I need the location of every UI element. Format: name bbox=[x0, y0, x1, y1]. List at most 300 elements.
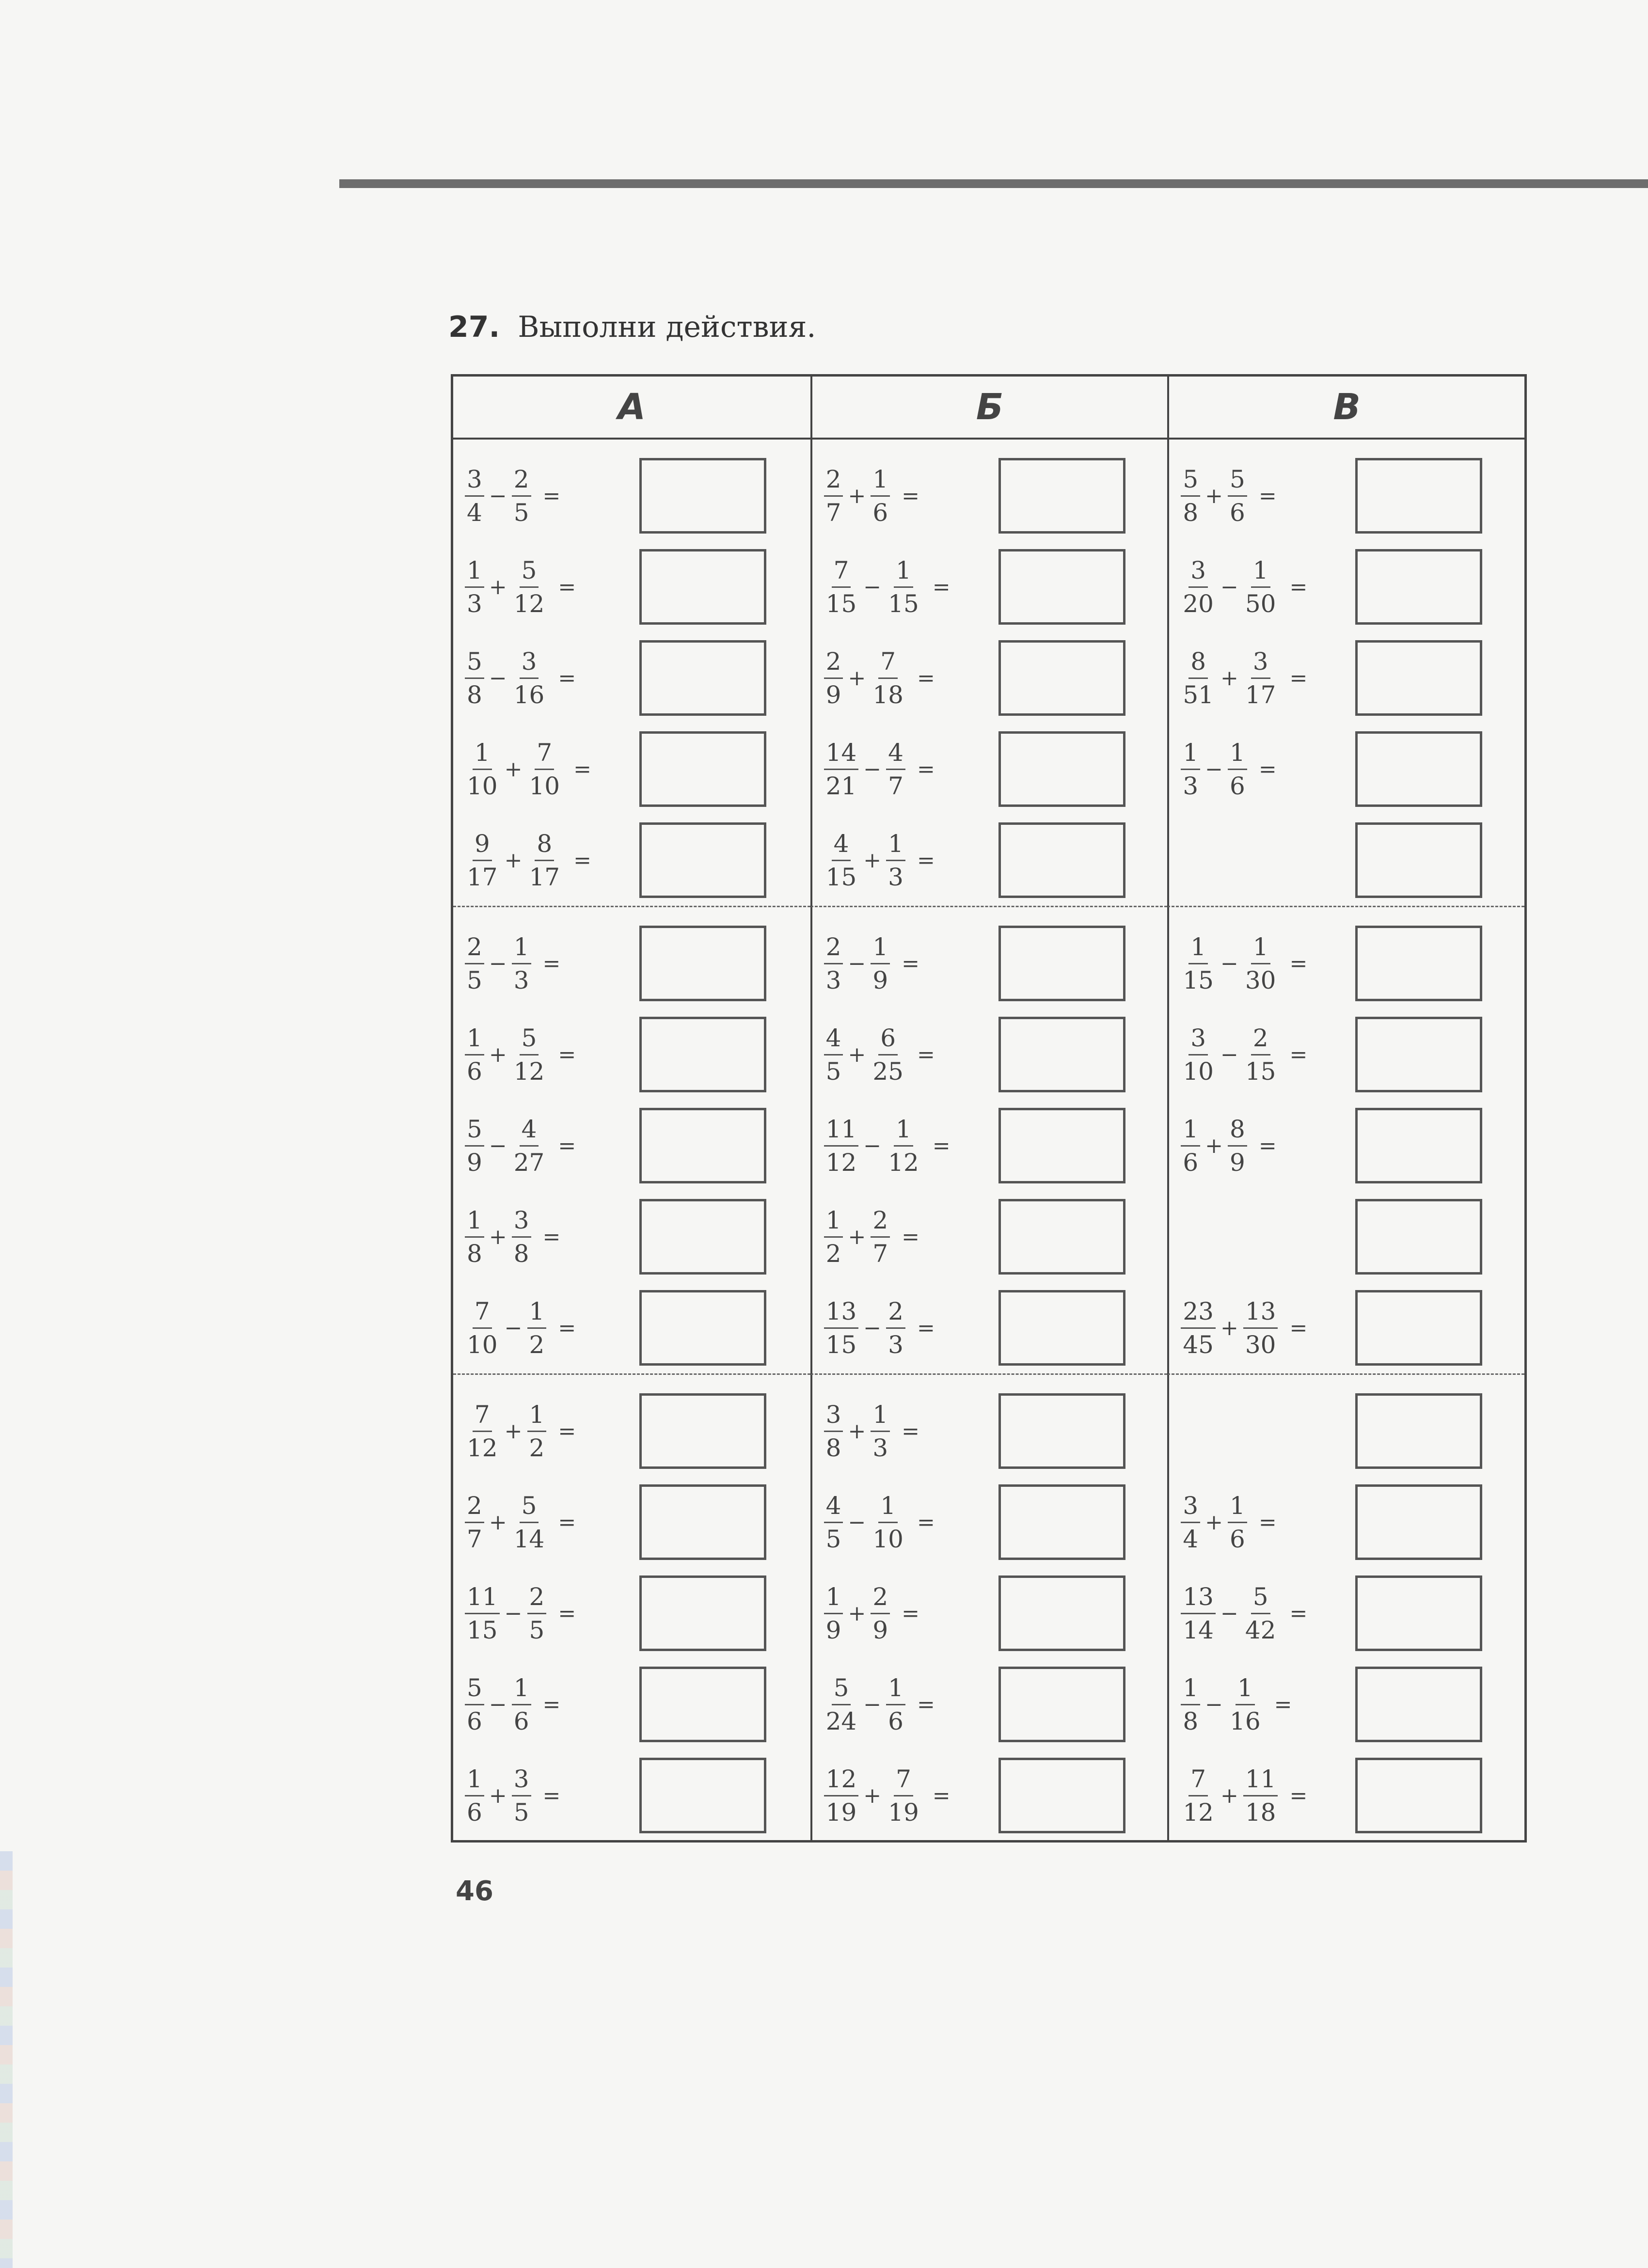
fraction bbox=[886, 558, 921, 616]
numerator: 1 bbox=[1181, 740, 1200, 770]
denominator: 3 bbox=[513, 966, 529, 994]
fraction bbox=[1243, 1582, 1278, 1644]
answer-box[interactable] bbox=[639, 1017, 766, 1092]
exercise-row bbox=[465, 1191, 799, 1282]
fraction bbox=[871, 649, 905, 707]
numerator: 5 bbox=[465, 649, 484, 679]
denominator: 6 bbox=[467, 1798, 482, 1827]
numerator: 1 bbox=[473, 740, 492, 770]
equals-sign: = bbox=[1289, 665, 1308, 691]
fraction bbox=[1181, 467, 1200, 525]
answer-box[interactable] bbox=[1355, 1199, 1482, 1275]
fraction bbox=[1243, 1026, 1278, 1084]
answer-box[interactable] bbox=[1355, 1393, 1482, 1469]
answer-box[interactable] bbox=[639, 640, 766, 716]
equals-sign: = bbox=[1258, 1510, 1277, 1535]
denominator: 8 bbox=[825, 1433, 841, 1462]
equals-sign: = bbox=[1274, 1692, 1292, 1717]
answer-box[interactable] bbox=[639, 1108, 766, 1183]
fraction bbox=[824, 1402, 843, 1460]
numerator: 8 bbox=[1188, 649, 1208, 679]
denominator: 3 bbox=[467, 589, 482, 618]
equals-sign: = bbox=[917, 1692, 935, 1717]
answer-box[interactable] bbox=[1355, 1667, 1482, 1742]
numerator: 13 bbox=[1243, 1299, 1278, 1329]
numerator: 7 bbox=[473, 1402, 492, 1432]
exercise-row bbox=[465, 1009, 799, 1100]
answer-box[interactable] bbox=[1355, 1017, 1482, 1092]
answer-box[interactable] bbox=[639, 549, 766, 625]
denominator: 51 bbox=[1183, 680, 1214, 709]
equals-sign: = bbox=[558, 1042, 576, 1067]
denominator: 10 bbox=[467, 1330, 498, 1359]
numerator: 7 bbox=[878, 649, 898, 679]
answer-box[interactable] bbox=[998, 640, 1125, 716]
equals-sign: = bbox=[1289, 574, 1308, 599]
denominator: 30 bbox=[1245, 1330, 1276, 1359]
page-number: 46 bbox=[456, 1875, 493, 1907]
denominator: 2 bbox=[529, 1433, 545, 1462]
exercise-row bbox=[465, 1386, 799, 1477]
exercise-row bbox=[1181, 1191, 1513, 1282]
fraction bbox=[1228, 740, 1247, 798]
fraction bbox=[1181, 1117, 1200, 1175]
answer-box[interactable] bbox=[639, 731, 766, 807]
operator: − bbox=[1220, 1601, 1238, 1626]
denominator: 3 bbox=[872, 1433, 888, 1462]
fraction bbox=[465, 932, 484, 994]
column-header-a: А bbox=[453, 377, 810, 440]
numerator: 9 bbox=[473, 832, 492, 861]
fraction-expression bbox=[1181, 558, 1341, 616]
fraction bbox=[512, 1673, 531, 1735]
denominator: 18 bbox=[872, 680, 903, 709]
denominator: 15 bbox=[888, 589, 919, 618]
numerator: 5 bbox=[520, 558, 539, 588]
numerator: 14 bbox=[824, 740, 859, 770]
equals-sign: = bbox=[902, 1224, 920, 1249]
fraction bbox=[465, 740, 500, 798]
fraction bbox=[1243, 649, 1278, 707]
fraction bbox=[1228, 467, 1247, 525]
fraction bbox=[512, 1491, 547, 1553]
exercise-row bbox=[824, 450, 1156, 541]
equals-sign: = bbox=[917, 1510, 935, 1535]
answer-box[interactable] bbox=[998, 1575, 1125, 1651]
answer-box[interactable] bbox=[639, 1667, 766, 1742]
fraction-expression bbox=[824, 740, 984, 798]
fraction bbox=[465, 1673, 484, 1735]
answer-box[interactable] bbox=[639, 458, 766, 534]
numerator: 1 bbox=[894, 558, 913, 588]
fraction bbox=[465, 1299, 500, 1357]
numerator: 1 bbox=[878, 1494, 898, 1523]
denominator: 17 bbox=[529, 863, 560, 891]
answer-box[interactable] bbox=[1355, 926, 1482, 1001]
exercise-row bbox=[1181, 1282, 1513, 1373]
fraction bbox=[824, 932, 843, 994]
denominator: 16 bbox=[513, 680, 545, 709]
denominator: 19 bbox=[888, 1798, 919, 1827]
denominator: 12 bbox=[888, 1148, 919, 1177]
denominator: 9 bbox=[872, 1616, 888, 1644]
equals-sign: = bbox=[1289, 1601, 1308, 1626]
answer-box[interactable] bbox=[1355, 458, 1482, 534]
fraction-expression bbox=[465, 649, 625, 707]
answer-box[interactable] bbox=[1355, 549, 1482, 625]
exercise-row bbox=[1181, 918, 1513, 1009]
exercise-row bbox=[824, 724, 1156, 815]
fraction-expression bbox=[1181, 1764, 1341, 1827]
numerator: 4 bbox=[824, 1026, 843, 1055]
numerator: 7 bbox=[1188, 1767, 1208, 1796]
exercise-row bbox=[824, 1386, 1156, 1477]
answer-box[interactable] bbox=[998, 1667, 1125, 1742]
denominator: 9 bbox=[825, 1616, 841, 1644]
fraction-expression bbox=[824, 829, 984, 891]
numerator: 1 bbox=[465, 1026, 484, 1055]
answer-box[interactable] bbox=[998, 1290, 1125, 1366]
answer-box[interactable] bbox=[639, 1484, 766, 1560]
numerator: 5 bbox=[1228, 467, 1247, 497]
fraction-expression bbox=[1181, 1299, 1341, 1357]
fraction bbox=[527, 1582, 547, 1644]
numerator: 1 bbox=[871, 467, 890, 497]
operator: − bbox=[489, 1692, 507, 1717]
equals-sign: = bbox=[542, 1692, 561, 1717]
answer-box[interactable] bbox=[639, 926, 766, 1001]
fraction bbox=[1181, 649, 1216, 707]
denominator: 3 bbox=[1183, 772, 1199, 800]
fraction bbox=[512, 1208, 531, 1266]
numerator: 3 bbox=[512, 1767, 531, 1796]
denominator: 4 bbox=[467, 498, 482, 527]
exercise-block bbox=[1167, 440, 1524, 907]
fraction-expression bbox=[824, 1491, 984, 1553]
denominator: 14 bbox=[513, 1525, 545, 1553]
denominator: 9 bbox=[1230, 1148, 1245, 1177]
fraction bbox=[465, 467, 484, 525]
fraction bbox=[512, 1764, 531, 1827]
exercise-row bbox=[1181, 1100, 1513, 1191]
numerator: 1 bbox=[1228, 1494, 1247, 1523]
denominator: 10 bbox=[467, 772, 498, 800]
equals-sign: = bbox=[542, 951, 561, 976]
exercise-row bbox=[1181, 1750, 1513, 1841]
denominator: 14 bbox=[1183, 1616, 1214, 1644]
operator: + bbox=[489, 1783, 507, 1808]
fraction-expression bbox=[824, 1673, 984, 1735]
denominator: 19 bbox=[825, 1798, 857, 1827]
numerator: 5 bbox=[465, 1676, 484, 1705]
answer-box[interactable] bbox=[998, 1108, 1125, 1183]
answer-box[interactable] bbox=[639, 1393, 766, 1469]
operator: + bbox=[1220, 665, 1238, 691]
operator: − bbox=[863, 1133, 882, 1158]
numerator: 2 bbox=[1251, 1026, 1270, 1055]
answer-box[interactable] bbox=[1355, 1290, 1482, 1366]
answer-box[interactable] bbox=[1355, 1484, 1482, 1560]
answer-box[interactable] bbox=[639, 1758, 766, 1833]
answer-box[interactable] bbox=[639, 1575, 766, 1651]
operator: + bbox=[848, 1601, 866, 1626]
fraction bbox=[1243, 932, 1278, 994]
operator: + bbox=[863, 1783, 882, 1808]
denominator: 10 bbox=[1183, 1057, 1214, 1086]
fraction bbox=[512, 649, 547, 707]
scan-artifact-strip bbox=[0, 1851, 13, 2268]
fraction bbox=[1181, 740, 1200, 798]
operator: + bbox=[1220, 1783, 1238, 1808]
equals-sign: = bbox=[558, 665, 576, 691]
operator: + bbox=[504, 756, 523, 782]
denominator: 15 bbox=[1245, 1057, 1276, 1086]
answer-box[interactable] bbox=[998, 1393, 1125, 1469]
numerator: 1 bbox=[1236, 1676, 1255, 1705]
exercise-row bbox=[824, 1568, 1156, 1659]
numerator: 2 bbox=[824, 467, 843, 497]
exercise-row bbox=[465, 541, 799, 632]
equals-sign: = bbox=[917, 1042, 935, 1067]
numerator: 1 bbox=[871, 1402, 890, 1432]
fraction bbox=[1181, 1673, 1200, 1735]
fraction bbox=[824, 740, 859, 798]
exercise-block bbox=[453, 440, 810, 907]
exercise-row bbox=[465, 1100, 799, 1191]
operator: − bbox=[1205, 756, 1223, 782]
fraction-expression bbox=[824, 1764, 984, 1827]
operator: + bbox=[489, 574, 507, 599]
operator: − bbox=[863, 756, 882, 782]
operator: + bbox=[489, 1042, 507, 1067]
operator: − bbox=[1220, 951, 1238, 976]
denominator: 12 bbox=[513, 589, 545, 618]
equals-sign: = bbox=[558, 1315, 576, 1340]
answer-box[interactable] bbox=[998, 549, 1125, 625]
answer-box[interactable] bbox=[1355, 640, 1482, 716]
denominator: 6 bbox=[467, 1707, 482, 1735]
numerator: 1 bbox=[1251, 935, 1270, 964]
exercise-row bbox=[1181, 724, 1513, 815]
fraction-expression bbox=[465, 1026, 625, 1084]
denominator: 8 bbox=[513, 1239, 529, 1268]
numerator: 11 bbox=[824, 1117, 859, 1147]
operator: + bbox=[848, 1042, 866, 1067]
denominator: 5 bbox=[529, 1616, 545, 1644]
equals-sign: = bbox=[1258, 1133, 1277, 1158]
denominator: 12 bbox=[513, 1057, 545, 1086]
numerator: 8 bbox=[535, 832, 554, 861]
numerator: 1 bbox=[1228, 740, 1247, 770]
fraction-expression bbox=[824, 558, 984, 616]
operator: − bbox=[504, 1315, 523, 1340]
answer-box[interactable] bbox=[1355, 1575, 1482, 1651]
exercise-row bbox=[465, 1568, 799, 1659]
exercise-row bbox=[465, 632, 799, 724]
fraction bbox=[1181, 932, 1216, 994]
numerator: 2 bbox=[465, 1494, 484, 1523]
numerator: 12 bbox=[824, 1767, 859, 1796]
answer-box[interactable] bbox=[998, 926, 1125, 1001]
fraction-expression bbox=[824, 1208, 984, 1266]
answer-box[interactable] bbox=[1355, 1108, 1482, 1183]
numerator: 2 bbox=[512, 467, 531, 497]
denominator: 20 bbox=[1183, 589, 1214, 618]
fraction bbox=[465, 1208, 484, 1266]
denominator: 9 bbox=[825, 680, 841, 709]
exercise-row bbox=[1181, 1477, 1513, 1568]
answer-box[interactable] bbox=[639, 1199, 766, 1275]
fraction bbox=[886, 829, 905, 891]
numerator: 1 bbox=[512, 935, 531, 964]
fraction bbox=[512, 467, 531, 525]
exercise-row bbox=[1181, 450, 1513, 541]
exercise-row bbox=[1181, 1659, 1513, 1750]
fraction bbox=[886, 1299, 905, 1357]
fraction-expression bbox=[824, 1299, 984, 1357]
denominator: 5 bbox=[467, 966, 482, 994]
denominator: 7 bbox=[872, 1239, 888, 1268]
equals-sign: = bbox=[1258, 483, 1277, 508]
task-number: 27. bbox=[448, 310, 500, 344]
equals-sign: = bbox=[542, 483, 561, 508]
fraction bbox=[465, 1582, 500, 1644]
equals-sign: = bbox=[902, 483, 920, 508]
denominator: 6 bbox=[888, 1707, 903, 1735]
numerator: 3 bbox=[465, 467, 484, 497]
fraction-expression bbox=[1181, 1026, 1341, 1084]
fraction bbox=[465, 649, 484, 707]
numerator: 3 bbox=[824, 1402, 843, 1432]
denominator: 3 bbox=[888, 863, 903, 891]
numerator: 3 bbox=[1188, 1026, 1208, 1055]
denominator: 5 bbox=[513, 498, 529, 527]
answer-box[interactable] bbox=[1355, 731, 1482, 807]
answer-box[interactable] bbox=[639, 822, 766, 898]
numerator: 4 bbox=[832, 832, 851, 861]
answer-box[interactable] bbox=[639, 1290, 766, 1366]
equals-sign: = bbox=[1289, 1042, 1308, 1067]
fraction-expression bbox=[465, 467, 625, 525]
fraction-expression bbox=[465, 1402, 625, 1460]
top-rule bbox=[339, 179, 1648, 188]
fraction bbox=[1181, 1299, 1216, 1357]
operator: − bbox=[863, 1315, 882, 1340]
fraction bbox=[1228, 1117, 1247, 1175]
task-heading bbox=[448, 310, 816, 344]
equals-sign: = bbox=[1289, 951, 1308, 976]
fraction bbox=[465, 1764, 484, 1827]
denominator: 4 bbox=[1183, 1525, 1199, 1553]
fraction bbox=[1243, 1764, 1278, 1827]
numerator: 2 bbox=[871, 1208, 890, 1238]
numerator: 1 bbox=[886, 832, 905, 861]
exercise-row bbox=[824, 1009, 1156, 1100]
fraction-expression bbox=[1181, 467, 1341, 525]
exercise-row bbox=[465, 1282, 799, 1373]
exercise-row bbox=[1181, 815, 1513, 906]
answer-box[interactable] bbox=[998, 822, 1125, 898]
operator: − bbox=[489, 665, 507, 691]
fraction bbox=[824, 467, 843, 525]
exercise-row bbox=[465, 1750, 799, 1841]
exercise-row bbox=[1181, 632, 1513, 724]
exercise-block bbox=[453, 1375, 810, 1841]
equals-sign: = bbox=[558, 574, 576, 599]
fraction bbox=[465, 829, 500, 891]
exercise-block bbox=[810, 1375, 1168, 1841]
numerator: 1 bbox=[824, 1208, 843, 1238]
fraction-expression bbox=[1181, 740, 1341, 798]
denominator: 6 bbox=[467, 1057, 482, 1086]
numerator: 2 bbox=[871, 1585, 890, 1614]
exercise-row bbox=[1181, 1386, 1513, 1477]
denominator: 2 bbox=[529, 1330, 545, 1359]
operator: − bbox=[1220, 1042, 1238, 1067]
numerator: 1 bbox=[1251, 558, 1270, 588]
numerator: 5 bbox=[832, 1676, 851, 1705]
fraction bbox=[1181, 1491, 1200, 1553]
equals-sign: = bbox=[573, 848, 591, 873]
equals-sign: = bbox=[902, 1601, 920, 1626]
fraction-expression bbox=[1181, 1582, 1341, 1644]
answer-box[interactable] bbox=[998, 1199, 1125, 1275]
answer-box[interactable] bbox=[1355, 822, 1482, 898]
numerator: 3 bbox=[1251, 649, 1270, 679]
exercise-row bbox=[465, 815, 799, 906]
numerator: 5 bbox=[1251, 1585, 1270, 1614]
operator: + bbox=[1205, 1133, 1223, 1158]
fraction bbox=[1181, 1764, 1216, 1827]
numerator: 13 bbox=[1181, 1585, 1216, 1614]
equals-sign: = bbox=[542, 1224, 561, 1249]
exercise-row bbox=[1181, 541, 1513, 632]
answer-box[interactable] bbox=[1355, 1758, 1482, 1833]
denominator: 21 bbox=[825, 772, 857, 800]
equals-sign: = bbox=[558, 1133, 576, 1158]
exercise-row bbox=[824, 815, 1156, 906]
fraction-expression bbox=[465, 1582, 625, 1644]
column-header-v: В bbox=[1167, 377, 1524, 440]
fraction bbox=[871, 1208, 890, 1266]
denominator: 3 bbox=[888, 1330, 903, 1359]
denominator: 8 bbox=[467, 1239, 482, 1268]
fraction bbox=[512, 932, 531, 994]
fraction bbox=[1228, 1673, 1263, 1735]
exercise-row bbox=[824, 1477, 1156, 1568]
answer-box[interactable] bbox=[998, 458, 1125, 534]
fraction-expression bbox=[465, 1491, 625, 1553]
exercise-row bbox=[824, 541, 1156, 632]
answer-box[interactable] bbox=[998, 1484, 1125, 1560]
answer-box[interactable] bbox=[998, 1017, 1125, 1092]
answer-box[interactable] bbox=[998, 1758, 1125, 1833]
fraction bbox=[1181, 1026, 1216, 1084]
numerator: 23 bbox=[1181, 1299, 1216, 1329]
answer-box[interactable] bbox=[998, 731, 1125, 807]
fraction bbox=[527, 1402, 547, 1460]
fraction bbox=[527, 829, 562, 891]
operator: + bbox=[504, 848, 523, 873]
operator: + bbox=[489, 1510, 507, 1535]
fraction-expression bbox=[824, 932, 984, 994]
fraction bbox=[1243, 1299, 1278, 1357]
fraction bbox=[871, 932, 890, 994]
equals-sign: = bbox=[917, 756, 935, 782]
operator: + bbox=[1205, 483, 1223, 508]
exercise-row bbox=[824, 1282, 1156, 1373]
fraction-expression bbox=[824, 1117, 984, 1175]
